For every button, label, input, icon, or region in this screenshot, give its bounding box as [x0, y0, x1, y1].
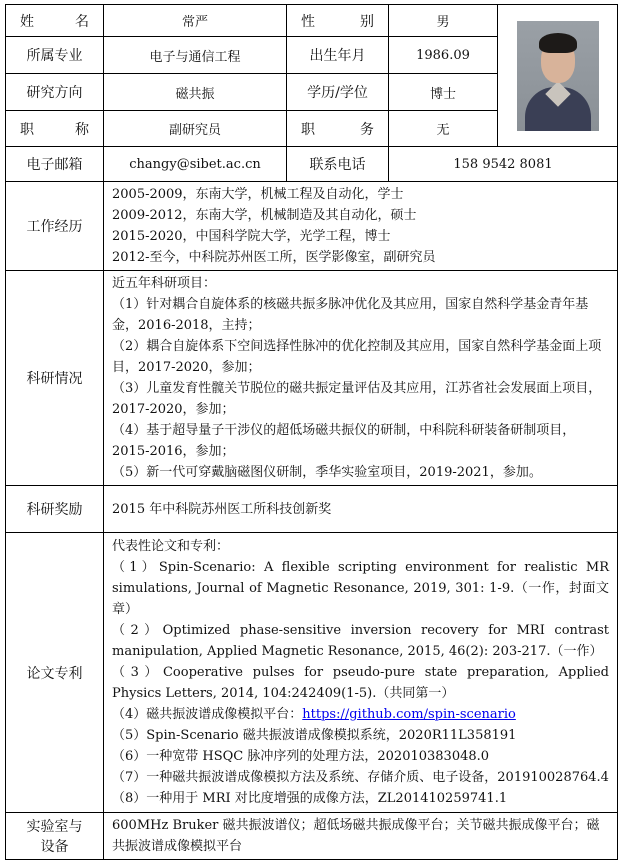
email-label: 电子邮箱	[6, 147, 104, 182]
work-item: 2015-2020，中国科学院大学，光学工程，博士	[112, 229, 391, 244]
work-content	[104, 182, 618, 271]
research-label: 科研情况	[6, 271, 104, 486]
research-item: （4）基于超导量子干涉仪的超低场磁共振仪的研制，中科院科研装备研制项目，2015-2016，参加；	[112, 423, 576, 459]
row-awards	[6, 486, 618, 533]
research-direction-value: 磁共振	[104, 74, 287, 111]
birth-label: 出生年月	[287, 37, 389, 74]
name-value: 常严	[104, 5, 287, 37]
position-label: 职 务	[287, 111, 389, 147]
patent-item: （8）一种用于 MRI 对比度增强的成像方法，ZL201410259741.1	[112, 791, 508, 806]
paper-item: （2）Optimized phase-sensitive inversion recovery for MRI contrast manipulation, Applied Magnetic Resonance, 2015, 46(2): 203-217.（一作）	[112, 623, 609, 659]
gender-label: 性 别	[287, 5, 389, 37]
lab-label-line1: 实验室与	[26, 819, 83, 835]
lab-label	[6, 813, 104, 860]
name-label: 姓 名	[6, 5, 104, 37]
gender-value: 男	[389, 5, 498, 37]
work-item: 2005-2009，东南大学，机械工程及自动化，学士	[112, 187, 404, 202]
papers-content	[104, 533, 618, 813]
platform-item	[112, 704, 609, 725]
title-value: 副研究员	[104, 111, 287, 147]
work-label: 工作经历	[6, 182, 104, 271]
patent-item: （5）Spin-Scenario 磁共振波谱成像模拟系统，2020R11L358191	[112, 728, 517, 743]
row-name	[6, 5, 618, 37]
lab-text: 600MHz Bruker 磁共振波谱仪；超低场磁共振成像平台；关节磁共振成像平台；磁共振波谱成像模拟平台	[104, 813, 618, 860]
patent-item: （6）一种宽带 HSQC 脉冲序列的处理方法，202010383048.0	[112, 749, 490, 764]
title-label: 职 称	[6, 111, 104, 147]
position-value: 无	[389, 111, 498, 147]
phone-label: 联系电话	[287, 147, 389, 182]
patent-item: （7）一种磁共振波谱成像模拟方法及系统、存储介质、电子设备，201910028764.4	[112, 770, 609, 785]
phone-value: 158 9542 8081	[389, 147, 618, 182]
birth-value: 1986.09	[389, 37, 498, 74]
degree-value: 博士	[389, 74, 498, 111]
research-intro: 近五年科研项目：	[112, 276, 217, 291]
email-value: changy@sibet.ac.cn	[104, 147, 287, 182]
major-label: 所属专业	[6, 37, 104, 74]
row-contact	[6, 147, 618, 182]
platform-link[interactable]: https://github.com/spin-scenario	[302, 707, 516, 722]
photo-cell	[498, 5, 618, 147]
lab-label-line2: 设备	[40, 839, 69, 855]
research-item: （3）儿童发育性髋关节脱位的磁共振定量评估及其应用，江苏省社会发展面上项目，2017-2020，参加；	[112, 381, 602, 417]
papers-intro: 代表性论文和专利：	[112, 539, 230, 554]
row-lab	[6, 813, 618, 860]
paper-item: （1）Spin-Scenario: A flexible scripting environment for realistic MR simulations, Journal of Magnetic Resonance, 2019, 301: 1-9.（一作，封面文章）	[112, 560, 609, 617]
platform-prefix: （4）磁共振波谱成像模拟平台：	[112, 707, 303, 722]
awards-text: 2015 年中科院苏州医工所科技创新奖	[104, 486, 618, 533]
work-item: 2009-2012，东南大学，机械制造及其自动化，硕士	[112, 208, 417, 223]
research-direction-label: 研究方向	[6, 74, 104, 111]
major-value: 电子与通信工程	[104, 37, 287, 74]
papers-label: 论文专利	[6, 533, 104, 813]
paper-item: （3）Cooperative pulses for pseudo-pure state preparation, Applied Physics Letters, 2014, 104:242409(1-5).（共同第一）	[112, 665, 609, 701]
resume-table	[5, 4, 618, 860]
row-papers	[6, 533, 618, 813]
research-content	[104, 271, 618, 486]
awards-label: 科研奖励	[6, 486, 104, 533]
row-research	[6, 271, 618, 486]
research-item: （1）针对耦合自旋体系的核磁共振多脉冲优化及其应用，国家自然科学基金青年基金，2016-2018，主持；	[112, 297, 589, 333]
research-item: （5）新一代可穿戴脑磁图仪研制，季华实验室项目，2019-2021，参加。	[112, 465, 542, 480]
row-work	[6, 182, 618, 271]
research-item: （2）耦合自旋体系下空间选择性脉冲的优化控制及其应用，国家自然科学基金面上项目，2017-2020，参加；	[112, 339, 602, 375]
degree-label: 学历/学位	[287, 74, 389, 111]
profile-photo	[517, 21, 599, 131]
work-item: 2012-至今，中科院苏州医工所，医学影像室，副研究员	[112, 250, 436, 265]
